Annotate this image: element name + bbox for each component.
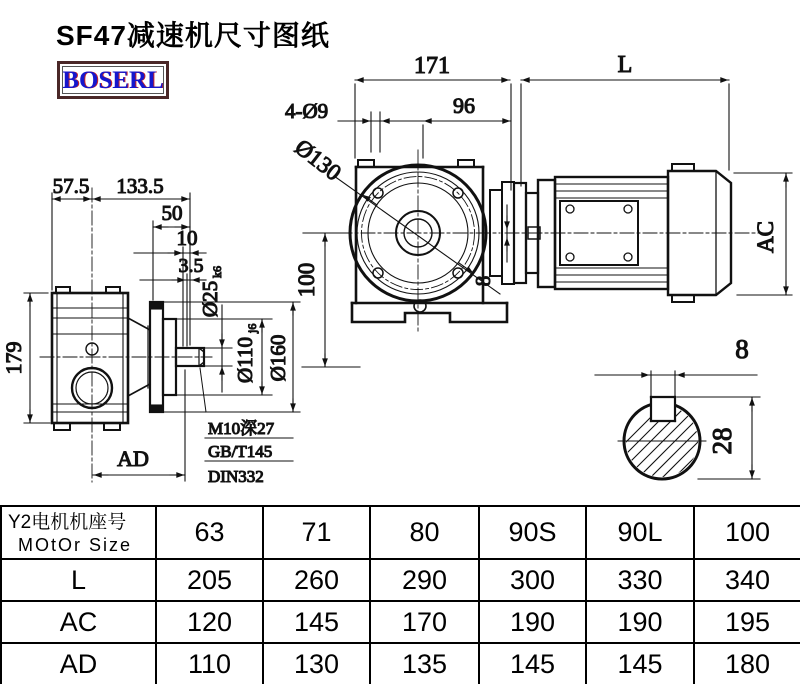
cell: 205 [156,559,263,601]
cell: 340 [694,559,800,601]
table-header-row [1,506,800,559]
dim-171: 171 [414,53,450,79]
dim-57-5: 57.5 [52,174,90,198]
cell: 180 [694,643,800,684]
table-row [1,559,800,601]
cell: 145 [263,601,370,643]
shaft-cross-section [586,334,760,482]
cell: 120 [156,601,263,643]
dim-179: 179 [1,341,26,375]
dim-key-height: 28 [707,427,737,455]
cell: 110 [156,643,263,684]
col-header: 71 [263,506,370,559]
dim-50: 50 [161,201,183,225]
brand-logo-text: BOSERL [62,66,164,94]
dim-3-5: 3.5 [178,255,204,277]
dim-L: L [617,52,633,78]
col-header: 63 [156,506,263,559]
dim-8-gap: 8 [471,275,495,287]
header-en: MOtOr Size [18,534,133,555]
cell: 300 [479,559,586,601]
dim-d25: Ø25 [198,280,222,318]
dim-d25-tol: k6 [210,266,224,278]
table-row [1,643,800,684]
col-header: 80 [370,506,479,559]
dim-d110: Ø110 [233,337,257,383]
motor-size-header-cell [1,506,156,559]
cell: 330 [586,559,694,601]
table-row [1,601,800,643]
dim-d110-tol: j6 [245,323,259,333]
dim-133-5: 133.5 [116,174,164,198]
dim-100: 100 [294,262,319,298]
page-title: SF47减速机尺寸图纸 [56,20,330,51]
col-header: 90L [586,506,694,559]
col-header: 90S [479,506,586,559]
col-header: 100 [694,506,800,559]
cell: 195 [694,601,800,643]
cell: 190 [479,601,586,643]
cell: 135 [370,643,479,684]
dim-AD: AD [117,446,149,471]
standard-din332: DIN332 [208,467,264,486]
cell: 290 [370,559,479,601]
cell: 170 [370,601,479,643]
thread-note: M10深27 [208,419,275,438]
row-label: AC [1,601,156,643]
cell: 260 [263,559,370,601]
dim-10: 10 [176,226,198,250]
motor-side-view [505,164,792,302]
row-label: L [1,559,156,601]
cell: 145 [479,643,586,684]
standard-gbt145: GB/T145 [208,442,273,461]
dim-d130: Ø130 [290,134,346,186]
dim-AC: AC [753,221,778,253]
cell: 130 [263,643,370,684]
dim-96: 96 [453,93,475,118]
brand-logo [57,61,169,99]
row-label: AD [1,643,156,684]
dim-d160: Ø160 [266,334,290,382]
cell: 145 [586,643,694,684]
header-cn: Y2电机机座号 [8,511,127,533]
dim-4xd9: 4-Ø9 [285,99,329,123]
dim-key-width: 8 [735,334,749,364]
cell: 190 [586,601,694,643]
motor-size-table [0,505,800,684]
